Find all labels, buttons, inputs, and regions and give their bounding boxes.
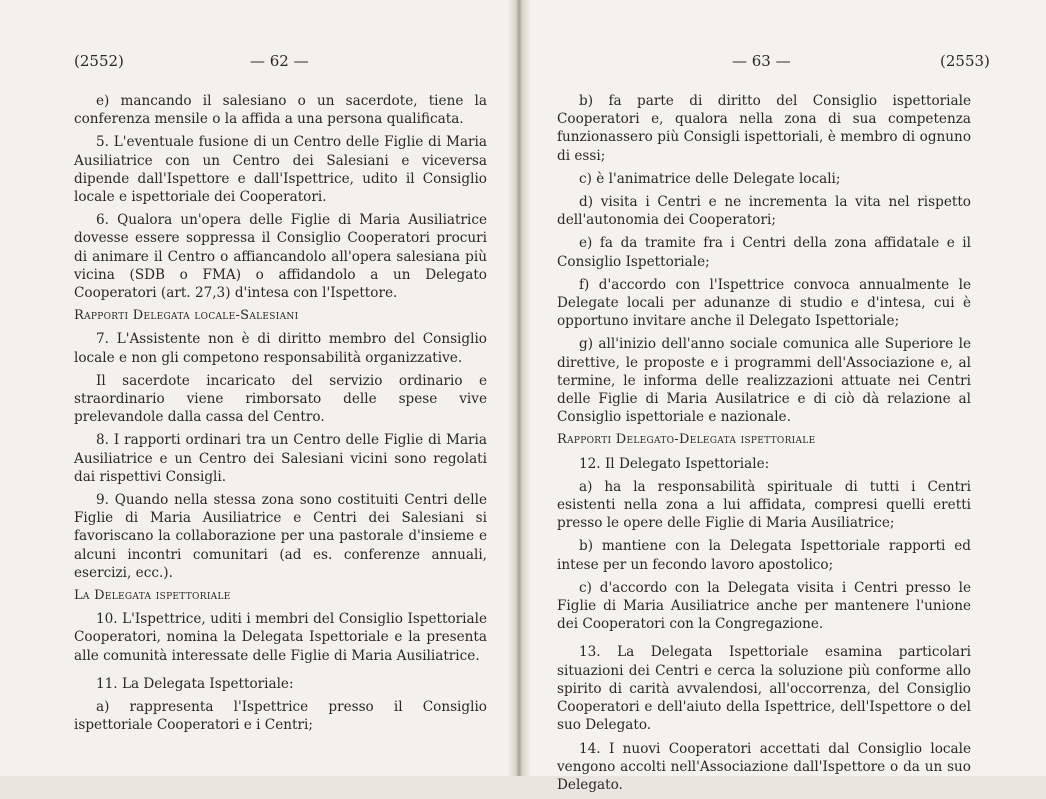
page-number: — 63 —: [732, 52, 791, 70]
paragraph: a) rappresenta l'Ispettrice presso il Consiglio ispettoriale Cooperatori e i Centri;: [74, 699, 487, 734]
paragraph: 8. I rapporti ordinari tra un Centro delle Figlie di Maria Ausiliatrice e un Centro dei Salesiani vicini sono regolati dai rispettivi Consigli.: [74, 432, 487, 485]
paragraph: 12. Il Delegato Ispettoriale:: [579, 455, 770, 472]
book-gutter: [508, 0, 530, 776]
paragraph: e) mancando il salesiano o un sacerdote, tiene la conferenza mensile o la affida a una persona qualificata.: [74, 93, 487, 128]
left-page-body: [74, 92, 487, 740]
right-page: [519, 0, 1046, 793]
section-heading: Rapporti Delegato-Delegata ispettoriale: [557, 432, 816, 448]
paragraph: f) d'accordo con l'Ispettrice convoca annualmente le Delegate locali per adunanze di studio e d'intesa, cui è opportuno invitare anche il Delegato Ispettoriale;: [557, 276, 971, 330]
archive-page-number: (2553): [940, 52, 990, 70]
paragraph: 11. La Delegata Ispettoriale:: [96, 675, 294, 692]
paragraph: 7. L'Assistente non è di diritto membro del Consiglio locale e non gli competono responsabilità organizzative.: [74, 331, 487, 366]
paragraph: a) ha la responsabilità spirituale di tutti i Centri esistenti nella zona a lui affidata, compresi quelli eretti presso le opere delle Figlie di Maria Ausiliatrice;: [557, 478, 971, 532]
paragraph: 10. L'Ispettrice, uditi i membri del Consiglio Ispettoriale Cooperatori, nomina la Delegata Ispettoriale e la presenta alle comunità interessate delle Figlie di Maria Ausiliatrice.: [74, 611, 487, 664]
paragraph: e) fa da tramite fra i Centri della zona affidatale e il Consiglio Ispettoriale;: [557, 235, 971, 270]
paragraph: 6. Qualora un'opera delle Figlie di Maria Ausiliatrice dovesse essere soppressa il Consiglio Cooperatori procuri di animare il Centro o affiancandolo all'opera salesiana più vicina (SDB o FMA) o affidandolo a un Delegato Cooperatori (art. 27,3) d'intesa con l'Ispettore.: [74, 212, 487, 302]
paragraph: c) d'accordo con la Delegata visita i Centri presso le Figlie di Maria Ausiliatrice anche per mantenere l'unione dei Cooperatori con la Congregazione.: [557, 579, 971, 633]
paragraph: g) all'inizio dell'anno sociale comunica alle Superiore le direttive, le proposte e i programmi dell'Associazione e, al termine, le informa delle realizzazioni attuate nei Centri delle Figlie di Maria Ausilatrice e di ciò dà relazione al Consiglio ispettoriale e nazionale.: [557, 336, 971, 426]
paragraph: 9. Quando nella stessa zona sono costituiti Centri delle Figlie di Maria Ausiliatrice e Centri dei Salesiani si favoriscano la collaborazione per una pastorale d'insieme e alcuni incontri comunitari (ad es. conferenze annuali, esercizi, ecc.).: [74, 492, 487, 581]
paragraph: b) mantiene con la Delegata Ispettoriale rapporti ed intese per un fecondo lavoro apostolico;: [557, 538, 971, 573]
paragraph: 13. La Delegata Ispettoriale esamina particolari situazioni dei Centri e cerca la soluzione più conforme allo spirito di carità avvalendosi, all'occorrenza, del Consiglio Cooperatori e dell'aiuto della Ispettrice, dell'Ispettore o del suo Delegato.: [557, 644, 971, 734]
archive-page-number: (2552): [74, 52, 124, 70]
paragraph: c) è l'animatrice delle Delegate locali;: [579, 170, 841, 187]
paragraph: 14. I nuovi Cooperatori accettati dal Consiglio locale vengono accolti nell'Associazione dall'Ispettore o da un suo Delegato.: [557, 740, 971, 793]
left-page: [0, 0, 516, 776]
page-number: — 62 —: [250, 52, 309, 70]
section-heading: La Delegata ispettoriale: [74, 588, 231, 604]
right-page-body: [557, 92, 971, 799]
paragraph: 5. L'eventuale fusione di un Centro delle Figlie di Maria Ausiliatrice con un Centro dei Salesiani e viceversa dipende dall'Ispettore e dall'Ispettrice, udito il Consiglio locale e ispettoriale dei Cooperatori.: [74, 134, 487, 206]
paragraph: d) visita i Centri e ne incrementa la vita nel rispetto dell'autonomia dei Cooperatori;: [557, 194, 971, 229]
paragraph: Il sacerdote incaricato del servizio ordinario e straordinario viene rimborsato delle spese vive prelevandole dalla cassa del Centro.: [74, 372, 487, 426]
paragraph: b) fa parte di diritto del Consiglio ispettoriale Cooperatori e, qualora nella zona di sua competenza funzionassero più Consigli ispettoriali, è membro di ognuno di essi;: [557, 93, 971, 164]
section-heading: Rapporti Delegata locale-Salesiani: [74, 308, 299, 324]
